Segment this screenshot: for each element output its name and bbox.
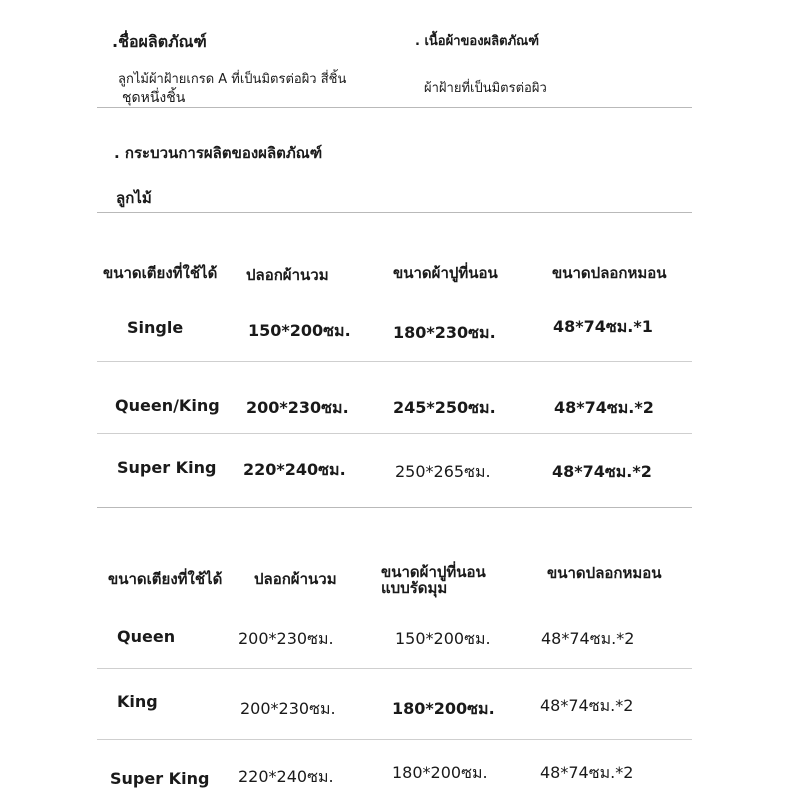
cell-bed-sheet: 245*250ซม. xyxy=(393,398,496,417)
header-bed-size: ขนาดเตียงที่ใช้ได้ xyxy=(108,570,223,588)
cell-bed-size: King xyxy=(117,692,158,711)
row-divider xyxy=(97,668,692,669)
cell-fitted-sheet: 180*200ซม. xyxy=(392,763,488,782)
cell-duvet-cover: 150*200ซม. xyxy=(248,321,351,340)
header-fitted-sheet: ขนาดผ้าปูที่นอนแบบรัดมุม xyxy=(381,563,486,597)
cell-bed-sheet: 250*265ซม. xyxy=(395,462,491,481)
product-name-value-line2: ชุดหนึ่งชิ้น xyxy=(122,90,186,106)
header-bed-sheet: ขนาดผ้าปูที่นอน xyxy=(393,264,498,282)
cell-pillowcase: 48*74ซม.*2 xyxy=(552,462,652,481)
cell-bed-size: Super King xyxy=(117,458,217,477)
cell-bed-size: Super King xyxy=(110,769,210,788)
product-name-value-line1: ลูกไม้ผ้าฝ้ายเกรด A ที่เป็นมิตรต่อผิว สี่ชิ้น xyxy=(118,72,347,87)
divider xyxy=(97,212,692,213)
cell-bed-size: Queen xyxy=(117,627,176,646)
header-bed-size: ขนาดเตียงที่ใช้ได้ xyxy=(103,264,218,282)
cell-bed-sheet: 180*230ซม. xyxy=(393,323,496,342)
cell-fitted-sheet: 150*200ซม. xyxy=(395,629,491,648)
row-divider xyxy=(97,361,692,362)
row-divider xyxy=(97,739,692,740)
cell-pillowcase: 48*74ซม.*2 xyxy=(541,629,635,648)
cell-duvet-cover: 200*230ซม. xyxy=(240,699,336,718)
divider xyxy=(97,507,692,508)
cell-duvet-cover: 200*230ซม. xyxy=(238,629,334,648)
cell-bed-size: Single xyxy=(127,318,184,337)
header-pillowcase: ขนาดปลอกหมอน xyxy=(552,264,667,282)
cell-duvet-cover: 220*240ซม. xyxy=(243,460,346,479)
header-pillowcase: ขนาดปลอกหมอน xyxy=(547,564,662,582)
cell-fitted-sheet: 180*200ซม. xyxy=(392,699,495,718)
fabric-value: ผ้าฝ้ายที่เป็นมิตรต่อผิว xyxy=(424,81,547,96)
cell-pillowcase: 48*74ซม.*2 xyxy=(554,398,654,417)
product-name-label: .ชื่อผลิตภัณฑ์ xyxy=(112,32,207,51)
fabric-label: . เนื้อผ้าของผลิตภัณฑ์ xyxy=(415,34,540,49)
cell-pillowcase: 48*74ซม.*2 xyxy=(540,696,634,715)
divider xyxy=(97,107,692,108)
header-duvet-cover: ปลอกผ้านวม xyxy=(254,570,337,588)
row-divider xyxy=(97,433,692,434)
cell-pillowcase: 48*74ซม.*2 xyxy=(540,763,634,782)
cell-duvet-cover: 200*230ซม. xyxy=(246,398,349,417)
cell-duvet-cover: 220*240ซม. xyxy=(238,767,334,786)
process-label: . กระบวนการผลิตของผลิตภัณฑ์ xyxy=(114,144,323,162)
process-value: ลูกไม้ xyxy=(116,189,152,207)
cell-bed-size: Queen/King xyxy=(115,396,220,415)
cell-pillowcase: 48*74ซม.*1 xyxy=(553,317,653,336)
header-duvet-cover: ปลอกผ้านวม xyxy=(246,266,329,284)
